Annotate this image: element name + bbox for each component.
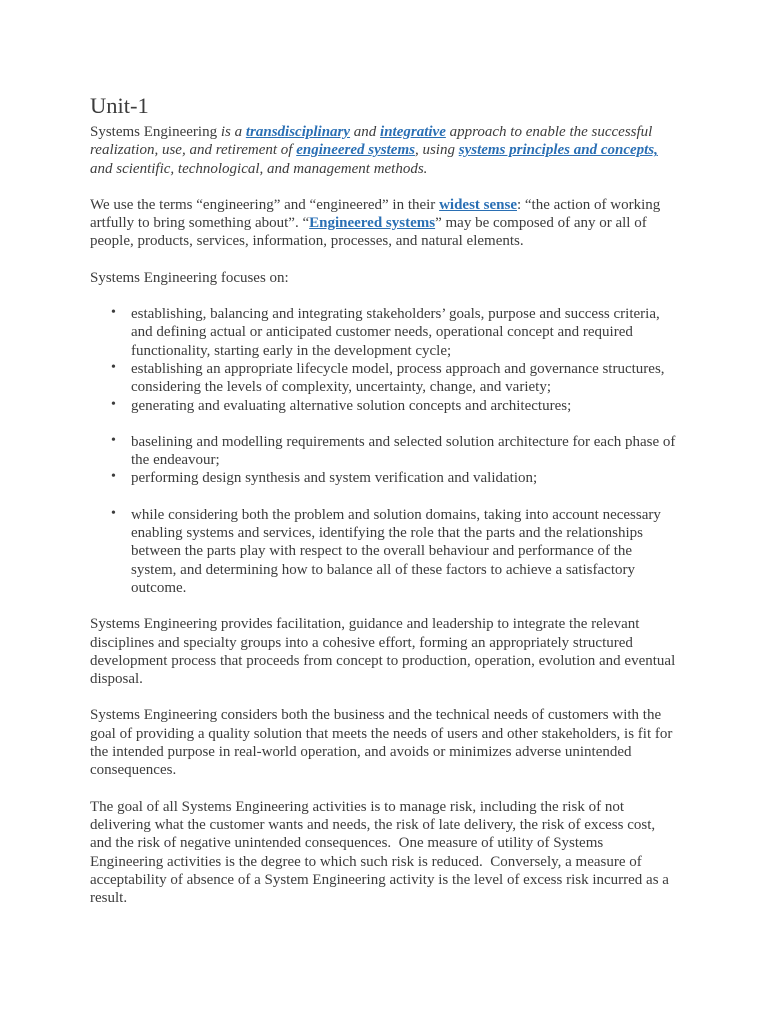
hyperlink[interactable]: systems principles and concepts,	[458, 142, 658, 159]
list-item	[90, 397, 678, 415]
text-run: Systems Engineering provides facilitation, guidance and leadership to integrate the relevant disciplines and specialty groups into a cohesive effort, forming an appropriately structured development process that proceeds from concept to production, operation, evolution and eventual disposal.	[90, 616, 679, 688]
bullet-icon: •	[111, 359, 116, 375]
list-item	[90, 360, 678, 397]
bullet-icon: •	[111, 505, 116, 521]
list-item	[90, 305, 678, 360]
list-item	[90, 506, 678, 597]
text-run: and	[350, 124, 381, 140]
hyperlink[interactable]: transdisciplinary	[245, 124, 351, 140]
bullet-list	[90, 506, 678, 597]
list-item-text: establishing, balancing and integrating stakeholders’ goals, purpose and success criteria, and defining actual or anticipated customer needs, operational concept and required functionality, starting early in the development cycle;	[131, 306, 664, 359]
text-run: Systems Engineering	[90, 124, 221, 140]
bullet-icon: •	[111, 305, 116, 321]
list-item-text: performing design synthesis and system verification and validation;	[131, 470, 538, 487]
paragraph	[90, 706, 678, 779]
hyperlink[interactable]: Engineered systems	[309, 215, 436, 232]
paragraph	[90, 798, 678, 908]
hyperlink[interactable]: engineered systems	[296, 142, 415, 159]
text-run: Systems Engineering focuses on:	[90, 269, 289, 286]
text-run: Systems Engineering considers both the business and the technical needs of customers with the goal of providing a quality solution that meets the needs of users and other stakeholders, is fit for the intended purpose in real-world operation, and avoids or minimizes adverse unintended consequences.	[90, 707, 677, 779]
text-run: We use the terms “engineering” and “engineered” in their	[90, 196, 440, 213]
text-run: ” may be composed of any or all of people, products, services, information, processes, and natural elements.	[90, 215, 651, 250]
paragraph	[90, 196, 678, 251]
hyperlink[interactable]: integrative	[380, 124, 446, 140]
bullet-list	[90, 433, 678, 488]
list-item-text: establishing an appropriate lifecycle model, process approach and governance structures, considering the levels of complexity, uncertainty, change, and variety;	[131, 360, 669, 396]
list-item-text: generating and evaluating alternative solution concepts and architectures;	[131, 397, 572, 414]
paragraph	[90, 615, 678, 688]
page-title: Unit-1	[90, 93, 149, 118]
text-run: and scientific, technological, and management methods.	[90, 142, 662, 177]
paragraph	[90, 123, 678, 178]
text-run: The goal of all Systems Engineering activities is to manage risk, including the risk of not delivering what the customer wants and needs, the risk of late delivery, the risk of excess cost, and the risk of negative unintended consequences. One measure of utility of Systems Engineering activities is the degree to which such risk is reduced. Conversely, a measure of acceptability of absence of a System Engineering activity is the level of excess risk incurred as a result.	[90, 798, 673, 907]
list-item	[90, 433, 678, 470]
bullet-icon: •	[111, 396, 116, 412]
list-item	[90, 469, 678, 487]
list-item-text: baselining and modelling requirements and selected solution architecture for each phase of the endeavour;	[131, 433, 680, 469]
document-content	[90, 123, 678, 907]
text-run: , using	[414, 142, 459, 159]
text-run: approach to enable the successful realization, use, and retirement of	[90, 124, 657, 159]
text-run: is a	[220, 124, 246, 140]
list-item-text: while considering both the problem and solution domains, taking into account necessary enabling systems and services, identifying the role that the parts and the relationships between the parts play with respect to the overall behaviour and performance of the system, and determining how to balance all of these factors to achieve a satisfactory outcome.	[131, 506, 665, 596]
bullet-icon: •	[111, 469, 116, 485]
hyperlink[interactable]: widest sense	[439, 196, 517, 213]
paragraph	[90, 269, 678, 287]
bullet-list	[90, 305, 678, 415]
text-run: : “the action of working artfully to bring something about”. “	[90, 196, 665, 232]
bullet-icon: •	[111, 432, 116, 448]
